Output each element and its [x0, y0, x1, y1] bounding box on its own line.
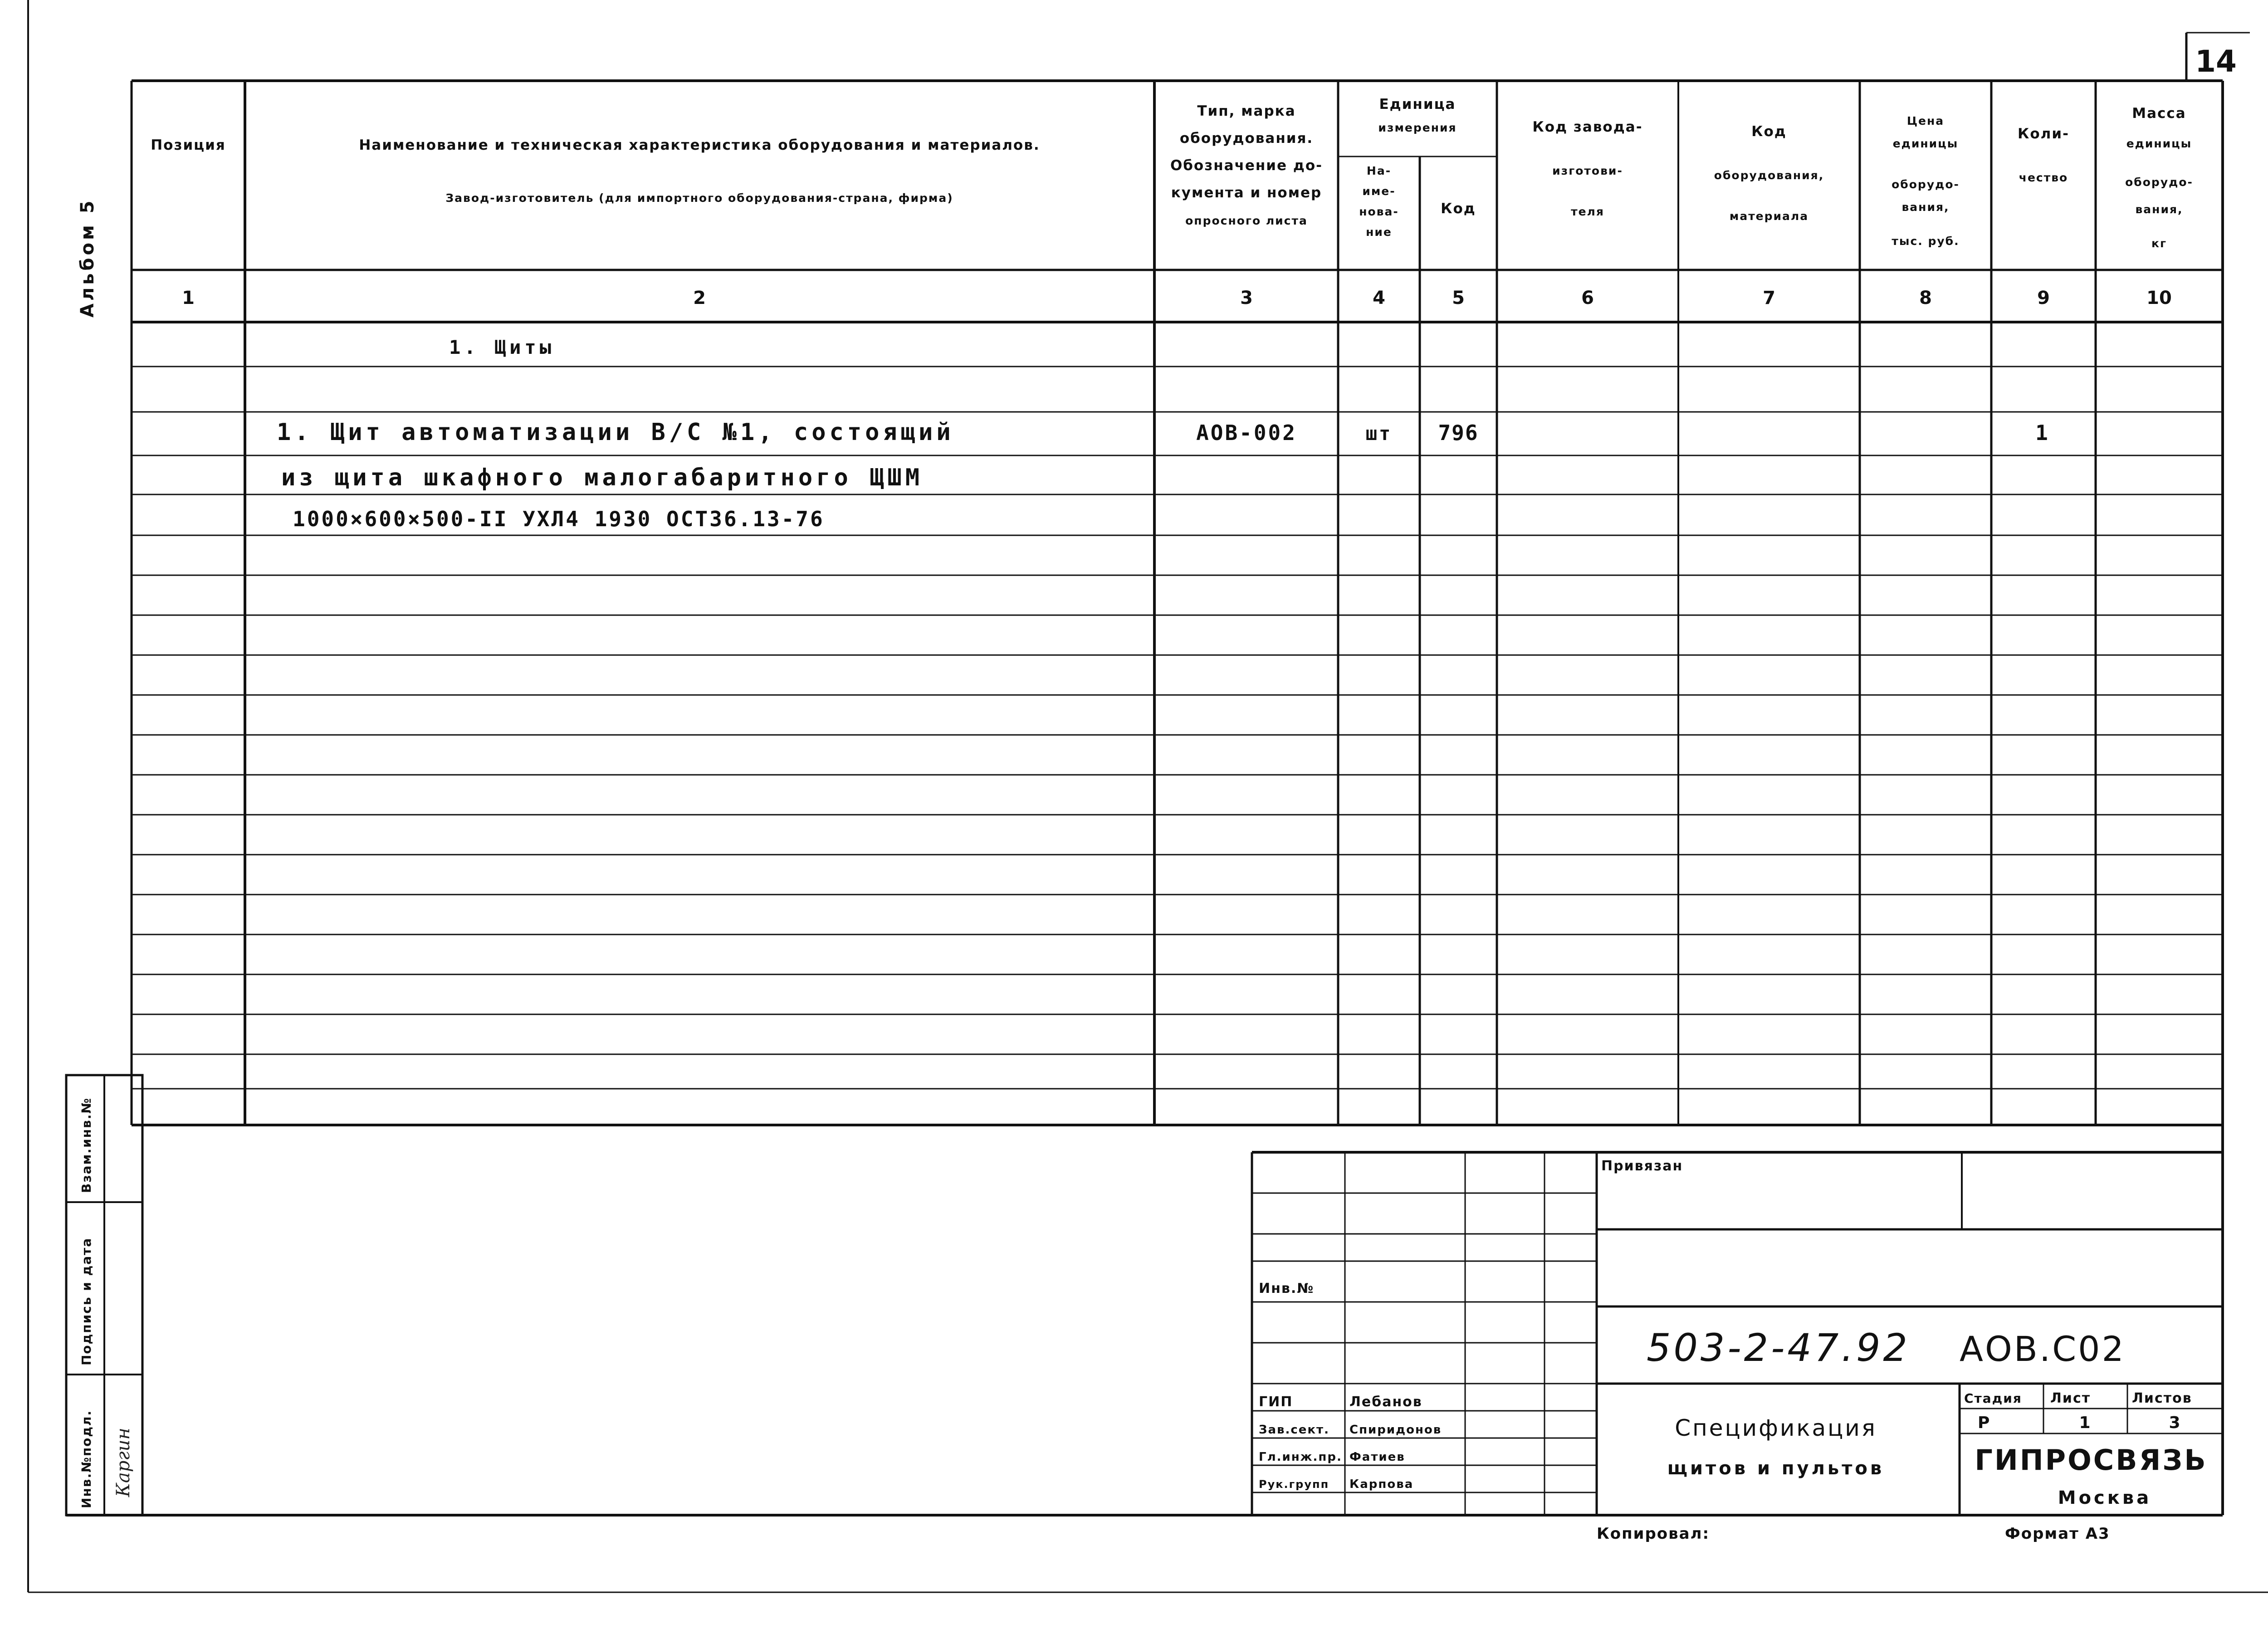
section-title: 1. Щиты: [449, 336, 555, 358]
header-type-2: оборудования.: [1179, 130, 1314, 147]
col-num-9: 9: [2037, 288, 2050, 308]
header-name-line1: Наименование и техническая характеристика оборудования и материалов.: [359, 137, 1040, 153]
tb-copied: Копировал:: [1597, 1525, 1710, 1543]
header-name-line2: Завод-изготовитель (для импортного оборудования-страна, фирма): [445, 191, 953, 205]
header-type-5: опросного листа: [1185, 214, 1308, 227]
page-number: 14: [2195, 44, 2237, 79]
col-num-3: 3: [1240, 288, 1253, 308]
header-unit-name-1: На-: [1366, 164, 1392, 177]
tb-sheets: 3: [2169, 1414, 2181, 1432]
item-line-2: из щита шкафного малогабаритного ЩШМ: [281, 464, 924, 491]
header-unit-code: Код: [1441, 201, 1476, 217]
stamp-signature-date: Подпись и дата: [79, 1237, 94, 1365]
header-mass-2: единицы: [2126, 137, 2192, 150]
header-equip-code-1: Код: [1751, 123, 1787, 140]
tb-stage-label: Стадия: [1964, 1391, 2022, 1406]
header-position: Позиция: [151, 137, 226, 153]
tb-role-1: ГИП: [1259, 1394, 1293, 1410]
item-unit-name: шт: [1365, 422, 1393, 445]
tb-doc-title-1: Спецификация: [1675, 1415, 1877, 1441]
tb-sheet-label: Лист: [2050, 1390, 2091, 1406]
header-type-4: кумента и номер: [1171, 185, 1322, 201]
stamp-vzam-inv: Взам.инв.№: [79, 1097, 94, 1193]
tb-inv-label: Инв.№: [1259, 1281, 1315, 1296]
header-price-2: единицы: [1892, 137, 1959, 150]
header-unit-name-4: ние: [1366, 225, 1392, 239]
album-label: Альбом 5: [77, 198, 98, 318]
col-num-1: 1: [182, 288, 195, 308]
header-quantity-2: чество: [2019, 171, 2068, 184]
header-equip-code-2: оборудования,: [1714, 169, 1824, 182]
tb-role-2: Зав.сект.: [1259, 1423, 1330, 1437]
tb-name-4: Карпова: [1349, 1477, 1414, 1491]
header-mass-5: кг: [2151, 237, 2167, 250]
header-unit-name-2: име-: [1362, 185, 1396, 198]
item-line-1: 1. Щит автоматизации В/С №1, состоящий: [277, 419, 954, 446]
tb-sheets-label: Листов: [2132, 1390, 2192, 1406]
tb-name-1: Лебанов: [1349, 1394, 1422, 1410]
header-mass-4: вания,: [2135, 203, 2183, 216]
stamp-signature: Каргин: [113, 1428, 134, 1497]
tb-name-3: Фатиев: [1349, 1450, 1405, 1464]
header-price-5: тыс. руб.: [1892, 235, 1960, 248]
tb-role-4: Рук.групп: [1259, 1478, 1330, 1491]
col-num-7: 7: [1763, 288, 1775, 308]
tb-format: Формат А3: [2005, 1525, 2110, 1543]
item-unit-code: 796: [1438, 421, 1479, 445]
col-num-4: 4: [1373, 288, 1385, 308]
tb-doc-title-2: щитов и пультов: [1667, 1458, 1885, 1479]
tb-organization: ГИПРОСВЯЗЬ: [1975, 1443, 2208, 1477]
item-type-mark: АОВ-002: [1196, 421, 1297, 445]
header-maker-code-2: изготови-: [1552, 164, 1623, 177]
item-line-3: 1000×600×500-II УХЛ4 1930 ОСТ36.13-76: [293, 507, 825, 531]
col-num-2: 2: [693, 288, 706, 308]
tb-name-2: Спиридонов: [1349, 1423, 1442, 1437]
header-equip-code-3: материала: [1729, 210, 1809, 223]
col-num-8: 8: [1919, 288, 1932, 308]
col-num-10: 10: [2146, 288, 2172, 308]
stamp-inv-podl: Инв.№подл.: [79, 1409, 94, 1508]
col-num-6: 6: [1581, 288, 1594, 308]
tb-city: Москва: [2058, 1487, 2152, 1508]
tb-privyazan: Привязан: [1601, 1158, 1683, 1174]
header-mass-3: оборудо-: [2125, 176, 2193, 189]
tb-project-code: 503-2-47.92: [1647, 1326, 1910, 1370]
header-quantity-1: Коли-: [2018, 126, 2069, 142]
header-price-1: Цена: [1906, 114, 1945, 127]
tb-stage: Р: [1978, 1414, 1991, 1432]
header-price-3: оборудо-: [1892, 178, 1960, 191]
header-type-3: Обозначение до-: [1170, 157, 1323, 174]
header-unit-name-3: нова-: [1359, 205, 1399, 218]
tb-sheet: 1: [2079, 1414, 2092, 1432]
col-num-5: 5: [1452, 288, 1465, 308]
item-quantity: 1: [2035, 421, 2052, 445]
header-mass-1: Масса: [2132, 105, 2186, 122]
header-type-1: Тип, марка: [1197, 103, 1296, 119]
header-unit-group-1: Единица: [1379, 96, 1456, 113]
header-price-4: вания,: [1901, 201, 1950, 214]
tb-doc-code: АОВ.С02: [1960, 1329, 2126, 1369]
header-maker-code-3: теля: [1571, 205, 1604, 218]
tb-role-3: Гл.инж.пр.: [1259, 1450, 1342, 1464]
header-unit-group-2: измерения: [1378, 121, 1457, 134]
header-maker-code-1: Код завода-: [1532, 119, 1643, 135]
